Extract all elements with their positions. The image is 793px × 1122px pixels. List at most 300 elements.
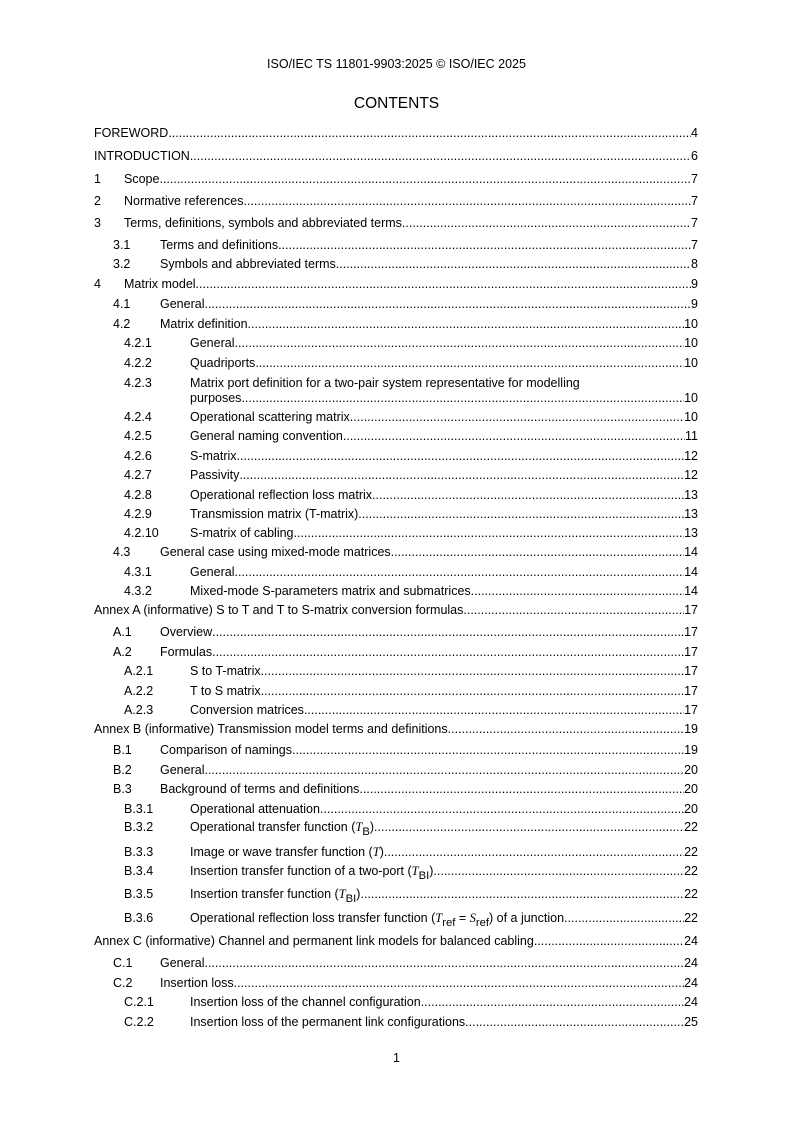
toc-entry-title-mid: = xyxy=(455,911,470,925)
toc-entry-line xyxy=(190,684,698,699)
toc-entry-title-text: Conversion matrices xyxy=(190,703,304,717)
toc-entry[interactable] xyxy=(94,864,698,882)
toc-dot-leader xyxy=(239,468,684,483)
toc-entry-line xyxy=(190,995,698,1010)
toc-entry-subscript: B xyxy=(362,825,370,838)
toc-entry-title xyxy=(160,545,391,560)
toc-entry-page: 19 xyxy=(684,743,698,757)
toc-entry-title xyxy=(190,911,565,929)
toc-entry-title xyxy=(190,488,372,503)
toc-entry-body xyxy=(190,887,698,905)
toc-entry-title xyxy=(160,625,212,640)
toc-entry-page: 10 xyxy=(684,336,698,350)
toc-entry-body xyxy=(190,507,698,522)
toc-dot-leader xyxy=(234,976,684,991)
toc-entry-number: B.3 xyxy=(113,782,132,796)
toc-entry-line xyxy=(94,126,698,141)
toc-entry-title xyxy=(190,356,255,371)
toc-entry-number: 4.2.4 xyxy=(124,410,152,424)
toc-entry[interactable] xyxy=(94,845,698,860)
toc-entry-title xyxy=(160,297,204,312)
toc-entry-body xyxy=(190,845,698,860)
toc-dot-leader xyxy=(463,603,684,618)
toc-entry-page: 20 xyxy=(684,782,698,796)
toc-entry-number: 3.2 xyxy=(113,257,131,271)
toc-entry-title xyxy=(160,317,248,332)
toc-entry-title xyxy=(160,782,359,797)
toc-entry[interactable] xyxy=(94,336,698,351)
toc-entry[interactable] xyxy=(94,297,698,312)
toc-entry-body xyxy=(94,934,698,949)
toc-entry[interactable] xyxy=(94,603,698,618)
toc-entry-title-line1: Matrix port definition for a two-pair system representative for modelling xyxy=(190,376,580,390)
toc-entry-number: A.2.3 xyxy=(124,703,154,717)
toc-heading: CONTENTS xyxy=(353,95,440,112)
toc-entry-line xyxy=(160,956,698,971)
toc-entry-page: 7 xyxy=(691,194,698,208)
toc-entry-title-text: General naming convention xyxy=(190,429,343,443)
toc-entry-title xyxy=(190,526,294,541)
toc-entry[interactable] xyxy=(94,645,698,660)
toc-entry-number: B.3.5 xyxy=(124,887,154,901)
toc-entry[interactable] xyxy=(94,317,698,332)
toc-entry-title-end: ) xyxy=(429,864,434,878)
toc-entry-page: 6 xyxy=(691,149,698,163)
toc-entry[interactable] xyxy=(94,488,698,503)
toc-entry-number: B.3.2 xyxy=(124,820,154,834)
toc-dot-leader xyxy=(278,238,691,253)
toc-entry[interactable] xyxy=(94,584,698,599)
toc-entry-line xyxy=(190,449,698,464)
toc-entry-number: B.3.4 xyxy=(124,864,154,878)
toc-entry-body xyxy=(190,376,698,406)
toc-entry-title-text: S-matrix of cabling xyxy=(190,526,294,540)
toc-entry[interactable] xyxy=(94,126,698,141)
toc-entry-title-text: Operational transfer function ( xyxy=(190,820,356,834)
toc-entry-page: 14 xyxy=(684,565,698,579)
toc-entry-number: A.2.2 xyxy=(124,684,154,698)
toc-entry-line xyxy=(190,864,698,882)
toc-dot-leader xyxy=(359,782,684,797)
toc-entry-body xyxy=(124,194,698,209)
toc-entry-number: 4.3.2 xyxy=(124,584,152,598)
toc-entry-line xyxy=(160,763,698,778)
table-of-contents xyxy=(94,0,698,1050)
toc-entry-symbol: T xyxy=(355,820,363,834)
toc-entry-body xyxy=(160,645,698,660)
toc-entry-page: 14 xyxy=(684,545,698,559)
toc-entry-page: 17 xyxy=(684,684,698,698)
toc-entry[interactable] xyxy=(94,429,698,444)
toc-dot-leader xyxy=(471,584,684,599)
toc-entry-title xyxy=(190,802,320,817)
toc-entry-symbol: S xyxy=(469,911,476,925)
toc-entry-body xyxy=(190,488,698,503)
toc-entry-symbol: T xyxy=(411,864,419,878)
toc-entry-line xyxy=(190,356,698,371)
toc-entry[interactable] xyxy=(94,956,698,971)
toc-entry[interactable] xyxy=(94,684,698,699)
toc-entry-number: 4.2.7 xyxy=(124,468,152,482)
toc-entry-title xyxy=(190,429,343,444)
toc-entry-title xyxy=(190,468,239,483)
toc-entry[interactable] xyxy=(94,995,698,1010)
toc-entry-title xyxy=(190,410,350,425)
toc-entry-number: 3 xyxy=(94,216,101,230)
toc-entry-body xyxy=(190,1015,698,1030)
toc-entry-body xyxy=(190,684,698,699)
toc-entry-symbol: T xyxy=(372,845,380,859)
toc-entry-title-text: Insertion transfer function of a two-port ( xyxy=(190,864,412,878)
toc-entry-body xyxy=(190,864,698,882)
toc-entry-line xyxy=(190,820,698,838)
toc-entry-page: 9 xyxy=(691,297,698,311)
toc-entry-number: C.2.2 xyxy=(124,1015,154,1029)
toc-entry-line xyxy=(190,887,698,905)
toc-entry-body xyxy=(190,995,698,1010)
toc-entry-title xyxy=(190,703,304,718)
toc-entry-title xyxy=(160,763,204,778)
toc-entry-symbol: T xyxy=(338,887,346,901)
toc-entry[interactable] xyxy=(94,526,698,541)
toc-entry-title-text: General xyxy=(160,956,205,970)
toc-entry-title-text: Image or wave transfer function ( xyxy=(190,845,373,859)
toc-entry[interactable] xyxy=(94,545,698,560)
toc-entry-page: 19 xyxy=(684,722,698,736)
toc-entry-number: 4.3 xyxy=(113,545,131,559)
toc-entry-number: A.2 xyxy=(113,645,132,659)
toc-entry[interactable] xyxy=(94,782,698,797)
toc-entry-title xyxy=(190,887,361,905)
toc-entry-body xyxy=(160,782,698,797)
toc-entry-title-text: Terms, definitions, symbols and abbreviated terms xyxy=(124,216,402,230)
toc-entry[interactable] xyxy=(94,1015,698,1030)
toc-entry[interactable] xyxy=(94,194,698,209)
toc-entry-line xyxy=(190,911,698,929)
toc-dot-leader xyxy=(421,995,684,1010)
toc-entry-title xyxy=(190,449,237,464)
toc-entry-title xyxy=(160,645,212,660)
toc-entry-page: 11 xyxy=(685,429,698,443)
toc-entry[interactable] xyxy=(94,887,698,905)
toc-entry-title-text: Insertion loss of the permanent link configurations xyxy=(190,1015,466,1029)
toc-dot-leader xyxy=(248,317,685,332)
toc-entry-page: 13 xyxy=(684,526,698,540)
toc-dot-leader xyxy=(358,507,684,522)
toc-entry-line xyxy=(190,468,698,483)
toc-entry-subscript: BI xyxy=(418,869,430,882)
toc-entry[interactable] xyxy=(94,410,698,425)
toc-entry-line xyxy=(190,488,698,503)
toc-dot-leader xyxy=(292,743,684,758)
toc-entry-title-text: S-matrix xyxy=(190,449,237,463)
toc-entry-line xyxy=(94,603,698,618)
toc-entry-number: A.1 xyxy=(113,625,132,639)
toc-entry-title-text: Insertion transfer function ( xyxy=(190,887,339,901)
toc-entry-line xyxy=(160,257,698,272)
toc-entry-body xyxy=(160,976,698,991)
toc-entry-line xyxy=(190,664,698,679)
toc-entry-title-end: ) xyxy=(356,887,361,901)
toc-entry-body xyxy=(190,565,698,580)
toc-dot-leader xyxy=(304,703,684,718)
toc-entry-number: 4.2.5 xyxy=(124,429,152,443)
toc-entry-line xyxy=(190,802,698,817)
toc-entry-title xyxy=(94,603,463,618)
toc-entry[interactable] xyxy=(94,172,698,187)
toc-entry-title xyxy=(190,507,358,522)
toc-entry-number: C.2 xyxy=(113,976,133,990)
toc-entry-number: C.2.1 xyxy=(124,995,154,1009)
toc-entry-title xyxy=(190,845,384,860)
toc-entry[interactable] xyxy=(94,356,698,371)
toc-entry-page: 12 xyxy=(684,468,698,482)
toc-entry-page: 13 xyxy=(684,488,698,502)
toc-entry-title-text: General xyxy=(190,565,235,579)
toc-entry-number: 4.1 xyxy=(113,297,131,311)
toc-entry-title-text: Operational reflection loss transfer function ( xyxy=(190,911,436,925)
toc-entry[interactable] xyxy=(94,763,698,778)
toc-entry-title-text: INTRODUCTION xyxy=(94,149,190,163)
toc-dot-leader xyxy=(261,684,684,699)
toc-entry-page: 14 xyxy=(684,584,698,598)
toc-dot-leader xyxy=(360,887,684,902)
toc-entry-body xyxy=(160,317,698,332)
toc-entry-title xyxy=(190,336,234,351)
toc-entry-title xyxy=(190,864,434,882)
toc-entry-title-text: General xyxy=(160,297,205,311)
toc-entry-title xyxy=(94,722,448,737)
toc-dot-leader xyxy=(465,1015,684,1030)
toc-entry-title xyxy=(190,820,375,838)
toc-dot-leader xyxy=(212,645,684,660)
toc-entry-body xyxy=(124,172,698,187)
toc-entry-page: 22 xyxy=(684,887,698,901)
toc-entry[interactable] xyxy=(94,976,698,991)
toc-entry-title-text: Quadriports xyxy=(190,356,256,370)
toc-entry-line xyxy=(160,976,698,991)
toc-entry-line xyxy=(160,545,698,560)
toc-entry[interactable] xyxy=(94,565,698,580)
toc-entry[interactable] xyxy=(94,722,698,737)
toc-entry-number: 4.2.3 xyxy=(124,376,152,390)
toc-entry-page: 25 xyxy=(684,1015,698,1029)
toc-entry-title xyxy=(160,743,292,758)
toc-dot-leader xyxy=(261,664,684,679)
toc-entry-title xyxy=(190,664,261,679)
toc-entry-title xyxy=(190,565,234,580)
toc-entry-title-text: Comparison of namings xyxy=(160,743,293,757)
toc-dot-leader xyxy=(384,845,684,860)
toc-entry-number: 4 xyxy=(94,277,101,291)
toc-entry-line xyxy=(190,507,698,522)
toc-entry-title-text: Mixed-mode S-parameters matrix and submatrices xyxy=(190,584,471,598)
toc-entry-line xyxy=(190,336,698,351)
toc-entry-title-text: purposes xyxy=(190,391,242,405)
toc-entry-body xyxy=(190,410,698,425)
toc-entry-title xyxy=(190,391,241,406)
toc-entry-subscript: ref xyxy=(442,916,456,929)
toc-entry-page: 12 xyxy=(684,449,698,463)
toc-entry-number: B.3.1 xyxy=(124,802,154,816)
toc-entry-body xyxy=(190,356,698,371)
toc-entry[interactable] xyxy=(94,703,698,718)
toc-entry[interactable] xyxy=(94,625,698,640)
toc-entry-title xyxy=(190,1015,465,1030)
toc-entry[interactable] xyxy=(94,664,698,679)
toc-entry[interactable] xyxy=(94,743,698,758)
toc-entry-page: 17 xyxy=(684,703,698,717)
toc-entry-number: B.2 xyxy=(113,763,132,777)
toc-entry-line xyxy=(190,1015,698,1030)
toc-entry-line xyxy=(124,172,698,187)
toc-entry-line xyxy=(94,934,698,949)
toc-entry-title-text: Passivity xyxy=(190,468,240,482)
toc-entry-title-text: Matrix definition xyxy=(160,317,248,331)
toc-entry-title xyxy=(190,584,471,599)
toc-entry-line xyxy=(190,526,698,541)
toc-dot-leader xyxy=(402,216,691,231)
toc-entry-page: 4 xyxy=(691,126,698,140)
toc-entry-body xyxy=(190,802,698,817)
toc-dot-leader xyxy=(372,488,684,503)
toc-entry-title xyxy=(94,126,168,141)
toc-dot-leader xyxy=(190,149,691,164)
toc-entry-title-text: S to T-matrix xyxy=(190,664,261,678)
toc-dot-leader xyxy=(448,722,684,737)
toc-entry-title xyxy=(124,277,196,292)
toc-dot-leader xyxy=(168,126,691,141)
toc-entry-body xyxy=(94,126,698,141)
toc-entry-title xyxy=(94,934,534,949)
toc-entry-body xyxy=(160,257,698,272)
toc-entry[interactable] xyxy=(94,149,698,164)
toc-entry-number: 4.2.2 xyxy=(124,356,152,370)
toc-entry-title xyxy=(160,257,336,272)
toc-dot-leader xyxy=(294,526,685,541)
toc-entry-title-text: General case using mixed-mode matrices xyxy=(160,545,391,559)
toc-entry-number: 4.2.6 xyxy=(124,449,152,463)
toc-entry-title-end: ) of a junction xyxy=(489,911,565,925)
toc-entry-page: 24 xyxy=(684,976,698,990)
toc-dot-leader xyxy=(234,565,684,580)
toc-entry-line xyxy=(190,584,698,599)
toc-entry-line xyxy=(160,297,698,312)
toc-entry-title xyxy=(124,172,159,187)
toc-dot-leader xyxy=(204,956,684,971)
toc-entry-title-text: FOREWORD xyxy=(94,126,169,140)
toc-entry-number: C.1 xyxy=(113,956,133,970)
toc-dot-leader xyxy=(320,802,684,817)
toc-entry-page: 17 xyxy=(684,625,698,639)
toc-entry-body xyxy=(190,664,698,679)
toc-entry-body xyxy=(160,763,698,778)
toc-entry-title-text: Overview xyxy=(160,625,213,639)
toc-entry-page: 7 xyxy=(691,172,698,186)
toc-entry[interactable] xyxy=(94,934,698,949)
toc-entry[interactable] xyxy=(94,216,698,231)
toc-entry-title-text: Background of terms and definitions xyxy=(160,782,360,796)
toc-entry-number: B.1 xyxy=(113,743,132,757)
toc-entry-line xyxy=(190,703,698,718)
toc-entry-title xyxy=(190,995,421,1010)
toc-entry-body xyxy=(160,743,698,758)
toc-entry-page: 9 xyxy=(691,277,698,291)
toc-entry-body xyxy=(190,584,698,599)
toc-entry[interactable] xyxy=(94,820,698,838)
toc-entry-line xyxy=(124,277,698,292)
toc-entry[interactable] xyxy=(94,238,698,253)
toc-entry-subscript: BI xyxy=(345,892,357,905)
toc-entry[interactable] xyxy=(94,802,698,817)
toc-entry-number: 4.2.10 xyxy=(124,526,159,540)
toc-entry-title-text: Annex A (informative) S to T and T to S-matrix conversion formulas xyxy=(94,603,464,617)
toc-dot-leader xyxy=(374,820,684,835)
toc-entry-number: 4.2.9 xyxy=(124,507,152,521)
toc-entry-page: 17 xyxy=(684,664,698,678)
toc-entry-page: 24 xyxy=(684,934,698,948)
toc-dot-leader xyxy=(204,297,691,312)
toc-entry-body xyxy=(190,703,698,718)
toc-entry-body xyxy=(190,911,698,929)
toc-entry-number: 3.1 xyxy=(113,238,131,252)
toc-entry-page: 8 xyxy=(691,257,698,271)
toc-entry-body xyxy=(160,956,698,971)
toc-entry-page: 7 xyxy=(691,238,698,252)
toc-entry-line xyxy=(190,410,698,425)
toc-entry-title xyxy=(160,976,234,991)
toc-entry[interactable] xyxy=(94,449,698,464)
toc-entry-body xyxy=(160,238,698,253)
toc-entry-page: 22 xyxy=(684,820,698,834)
toc-entry-title-text: General xyxy=(160,763,205,777)
toc-entry-page: 10 xyxy=(684,410,698,424)
toc-entry-page: 22 xyxy=(684,864,698,878)
toc-entry-line xyxy=(160,625,698,640)
toc-entry-number: 4.2.1 xyxy=(124,336,152,350)
toc-entry[interactable] xyxy=(94,376,698,406)
toc-entry-number: B.3.3 xyxy=(124,845,154,859)
toc-entry-body xyxy=(160,297,698,312)
toc-entry[interactable] xyxy=(94,468,698,483)
toc-entry[interactable] xyxy=(94,507,698,522)
toc-entry-body xyxy=(124,216,698,231)
toc-entry-line xyxy=(160,645,698,660)
toc-entry-page: 10 xyxy=(684,391,698,405)
toc-dot-leader xyxy=(244,194,692,209)
toc-entry-title-text: Insertion loss xyxy=(160,976,234,990)
toc-entry-number: 4.3.1 xyxy=(124,565,152,579)
toc-entry-page: 17 xyxy=(684,603,698,617)
toc-entry-line xyxy=(190,391,698,406)
toc-entry-line xyxy=(190,565,698,580)
toc-dot-leader xyxy=(234,336,684,351)
toc-entry[interactable] xyxy=(94,911,698,929)
toc-dot-leader xyxy=(350,410,684,425)
toc-entry-page: 10 xyxy=(684,356,698,370)
toc-entry-title-text: Insertion loss of the channel configuration xyxy=(190,995,421,1009)
toc-entry-body xyxy=(124,277,698,292)
toc-entry-title-text: Normative references xyxy=(124,194,244,208)
toc-entry[interactable] xyxy=(94,277,698,292)
toc-entry-body xyxy=(190,449,698,464)
toc-dot-leader xyxy=(433,864,684,879)
toc-entry-line xyxy=(160,238,698,253)
toc-entry-title-end: ) xyxy=(379,845,384,859)
toc-entry-page: 24 xyxy=(684,995,698,1009)
toc-dot-leader xyxy=(564,911,684,926)
toc-entry[interactable] xyxy=(94,257,698,272)
